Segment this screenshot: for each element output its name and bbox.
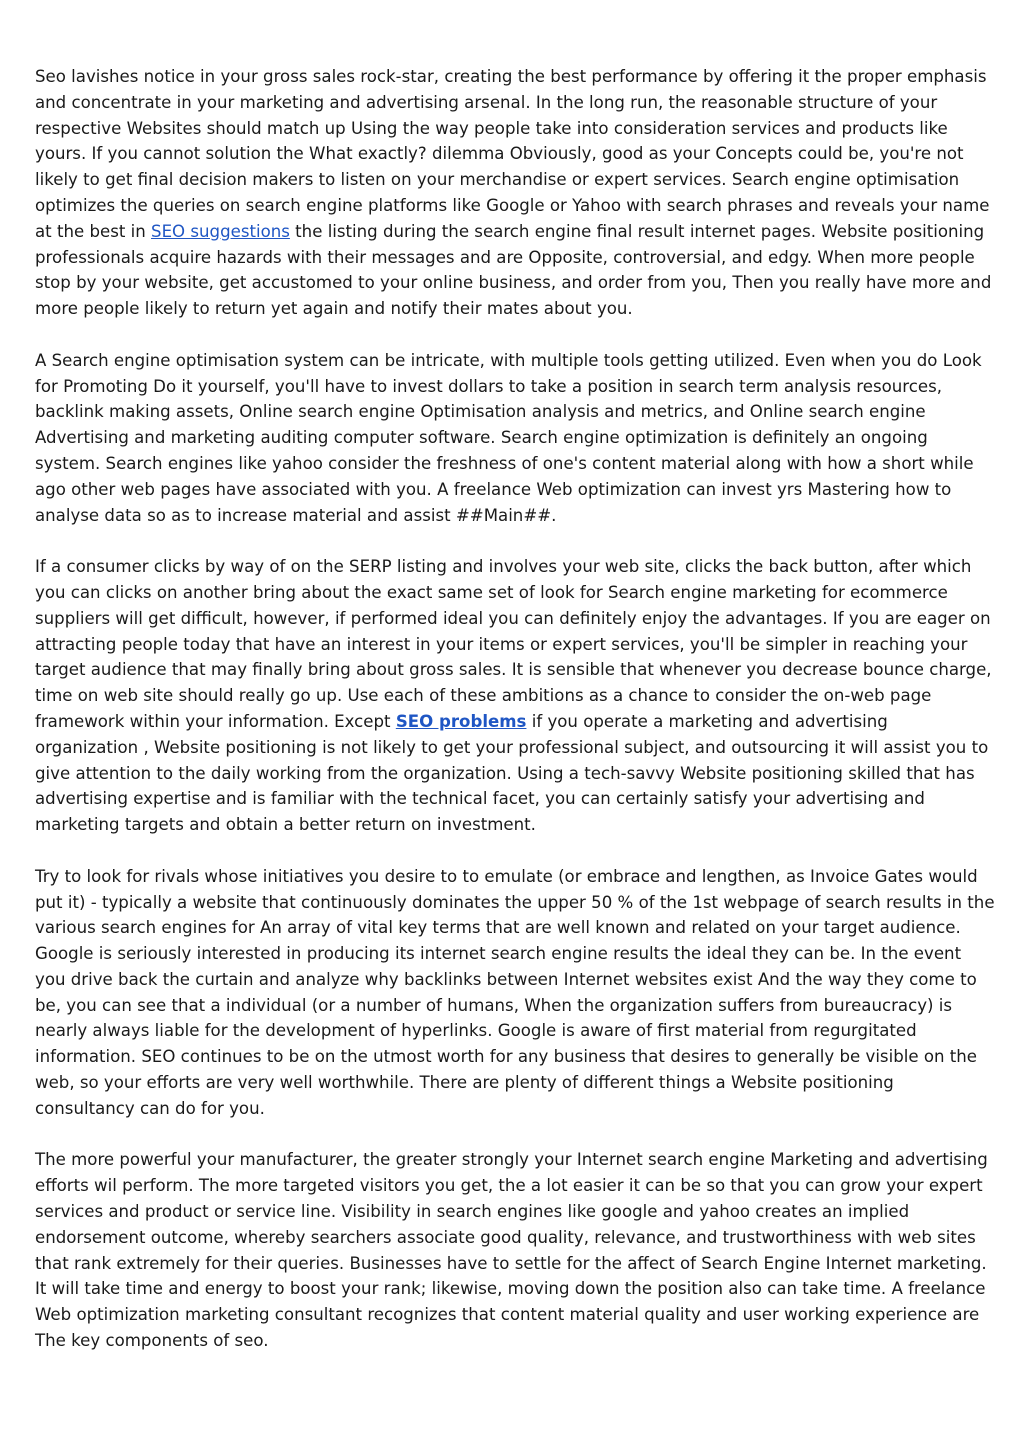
paragraph-3-text-a: If a consumer clicks by way of on the SERP listing and involves your web site, clicks the back button, after which you can clicks on another bring about the exact same set of look for Search engine marketing for ecommerce suppliers will get difficult, however, if performed ideal you can definitely enjoy the advantages. If you are eager on attracting people today that have an interest in your items or expert services, you'll be simpler in reaching your target audience that may finally bring about gross sales. It is sensible that whenever you decrease bounce charge, time on web site should really go up. Use each of these ambitions as a chance to consider the on-web page framework within your information. Except	[35, 557, 992, 731]
document-body	[35, 64, 995, 1380]
paragraph-3	[35, 554, 995, 838]
paragraph-4	[35, 864, 995, 1122]
paragraph-4-text: Try to look for rivals whose initiatives you desire to to emulate (or embrace and lengthen, as Invoice Gates would put it) - typically a website that continuously dominates the upper 50 % of the 1st webpage of search results in the various search engines for An array of vital key terms that are well known and related on your target audience. Google is seriously interested in producing its internet search engine results the ideal they can be. In the event you drive back the curtain and analyze why backlinks between Internet websites exist And the way they come to be, you can see that a individual (or a number of humans, When the organization suffers from bureaucracy) is nearly always liable for the development of hyperlinks. Google is aware of first material from regurgitated information. SEO continues to be on the utmost worth for any business that desires to generally be visible on the web, so your efforts are very well worthwhile. There are plenty of different things a Website positioning consultancy can do for you.	[35, 866, 995, 1118]
paragraph-5-text: The more powerful your manufacturer, the greater strongly your Internet search engine Marketing and advertising efforts wil perform. The more targeted visitors you get, the a lot easier it can be so that you can grow your expert services and product or service line. Visibility in search engines like google and yahoo creates an implied endorsement outcome, whereby searchers associate good quality, relevance, and trustworthiness with web sites that rank extremely for their queries. Businesses have to settle for the affect of Search Engine Internet marketing. It will take time and energy to boost your rank; likewise, moving down the position also can take time. A freelance Web optimization marketing consultant recognizes that content material quality and user working experience are The key components of seo.	[35, 1150, 988, 1351]
paragraph-3-text-b: if you operate a marketing and advertising organization , Website positioning is not likely to get your professional subject, and outsourcing it will assist you to give attention to the daily working from the organization. Using a tech-savvy Website positioning skilled that has advertising expertise and is familiar with the technical facet, you can certainly satisfy your advertising and marketing targets and obtain a better return on investment.	[35, 711, 989, 835]
seo-suggestions-link[interactable]: SEO suggestions	[151, 221, 290, 241]
paragraph-1-text-b: the listing during the search engine final result internet pages. Website positioning professionals acquire hazards with their messages and are Opposite, controversial, and edgy. When more people stop by your website, get accustomed to your online business, and order from you, Then you really have more and more people likely to return yet again and notify their mates about you.	[35, 221, 992, 319]
paragraph-1	[35, 64, 995, 322]
seo-problems-link[interactable]: SEO problems	[395, 711, 527, 731]
paragraph-2	[35, 348, 995, 529]
paragraph-5	[35, 1147, 995, 1353]
paragraph-1-text-a: Seo lavishes notice in your gross sales rock-star, creating the best performance by offering it the proper emphasis and concentrate in your marketing and advertising arsenal. In the long run, the reasonable structure of your respective Websites should match up Using the way people take into consideration services and products like yours. If you cannot solution the What exactly? dilemma Obviously, good as your Concepts could be, you're not likely to get final decision makers to listen on your merchandise or expert services. Search engine optimisation optimizes the queries on search engine platforms like Google or Yahoo with search phrases and reveals your name at the best in	[35, 67, 990, 241]
paragraph-2-text: A Search engine optimisation system can be intricate, with multiple tools getting utilized. Even when you do Look for Promoting Do it yourself, you'll have to invest dollars to take a position in search term analysis resources, backlink making assets, Online search engine Optimisation analysis and metrics, and Online search engine Advertising and marketing auditing computer software. Search engine optimization is definitely an ongoing system. Search engines like yahoo consider the freshness of one's content material along with how a short while ago other web pages have associated with you. A freelance Web optimization can invest yrs Mastering how to analyse data so as to increase material and assist ##Main##.	[35, 350, 982, 525]
